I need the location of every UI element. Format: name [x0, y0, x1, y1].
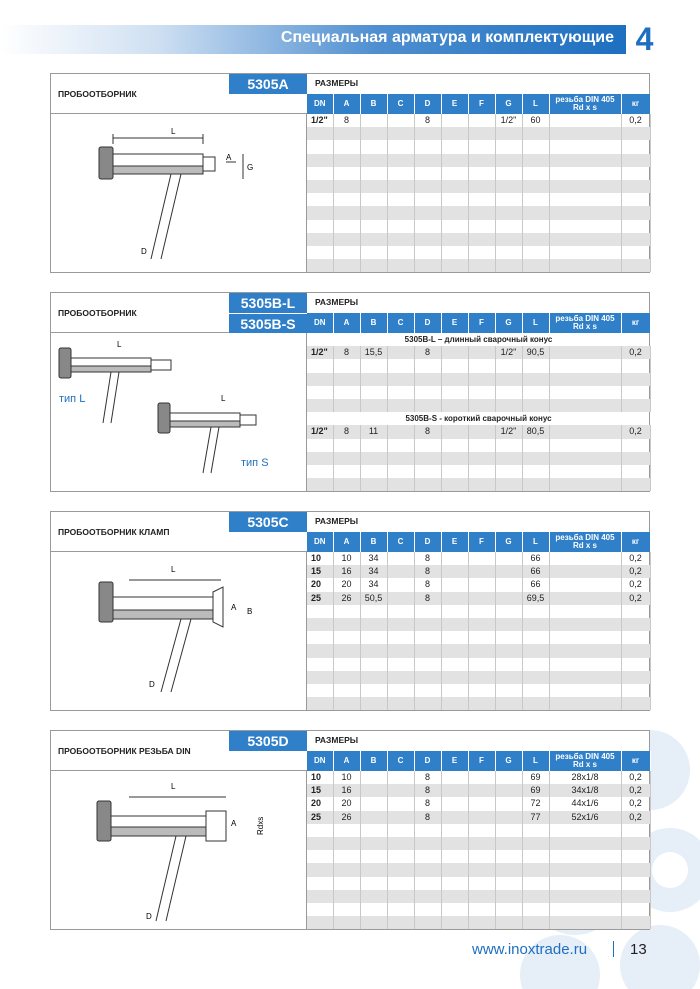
section-5305b [50, 292, 650, 492]
col-header: C [387, 532, 414, 552]
col-header: кг [621, 313, 650, 333]
cell: 25 [307, 811, 333, 824]
cell: 8 [333, 425, 360, 438]
cell [468, 114, 495, 127]
product-code: 5305B-S [229, 313, 307, 333]
col-header: E [441, 751, 468, 771]
cell [441, 114, 468, 127]
table-header [307, 751, 650, 771]
empty-row [307, 605, 650, 618]
col-header: B [360, 313, 387, 333]
cell: 69,5 [522, 592, 549, 605]
empty-row [307, 233, 650, 246]
empty-row [307, 890, 650, 903]
empty-row [307, 259, 650, 272]
type-l-label: тип L [59, 393, 86, 405]
cell: 34 [360, 578, 387, 591]
col-header: C [387, 94, 414, 114]
dim-d: D [141, 247, 147, 256]
col-header: E [441, 313, 468, 333]
product-code: 5305A [229, 74, 307, 94]
col-header: DN [307, 313, 333, 333]
dim-a: A [231, 819, 237, 828]
cell [441, 552, 468, 565]
cell: 69 [522, 784, 549, 797]
empty-row [307, 837, 650, 850]
cell [441, 784, 468, 797]
dims-label: РАЗМЕРЫ [315, 297, 359, 307]
cell: 16 [333, 565, 360, 578]
empty-row [307, 631, 650, 644]
empty-row [307, 399, 650, 412]
cell: 44x1/6 [549, 797, 621, 810]
empty-row [307, 180, 650, 193]
empty-row [307, 140, 650, 153]
cell: 8 [414, 346, 441, 359]
empty-row [307, 452, 650, 465]
cell [360, 114, 387, 127]
dim-d: D [149, 680, 155, 689]
section-title: ПРОБООТБОРНИК КЛАМП [51, 512, 307, 552]
cell [387, 552, 414, 565]
empty-row [307, 206, 650, 219]
cell [549, 565, 621, 578]
col-header: резьба DIN 405 Rd x s [549, 532, 621, 552]
cell [468, 552, 495, 565]
table-row [307, 346, 650, 359]
col-header: A [333, 94, 360, 114]
cell [441, 425, 468, 438]
cell: 10 [307, 552, 333, 565]
empty-row [307, 127, 650, 140]
table-row [307, 592, 650, 605]
empty-row [307, 618, 650, 631]
sampler-drawing [51, 771, 306, 930]
cell: 8 [414, 797, 441, 810]
empty-row [307, 658, 650, 671]
cell: 0,2 [621, 578, 650, 591]
cell [468, 578, 495, 591]
dims-table [307, 313, 651, 491]
col-header: L [522, 94, 549, 114]
dims-label: РАЗМЕРЫ [315, 735, 359, 745]
col-header: C [387, 751, 414, 771]
cell [495, 552, 522, 565]
col-header: F [468, 532, 495, 552]
col-header: C [387, 313, 414, 333]
cell: 8 [414, 771, 441, 784]
cell [468, 771, 495, 784]
cell: 15 [307, 784, 333, 797]
footer-divider [613, 941, 614, 957]
col-header: D [414, 751, 441, 771]
col-header: E [441, 94, 468, 114]
col-header: G [495, 751, 522, 771]
col-header: B [360, 94, 387, 114]
cell [441, 811, 468, 824]
cell: 16 [333, 784, 360, 797]
cell [495, 592, 522, 605]
table-row [307, 114, 650, 127]
empty-row [307, 903, 650, 916]
cell [360, 811, 387, 824]
col-header: L [522, 751, 549, 771]
dim-d: D [146, 912, 152, 921]
empty-row [307, 863, 650, 876]
cell [387, 797, 414, 810]
cell: 0,2 [621, 552, 650, 565]
col-header: D [414, 313, 441, 333]
subheader: 5305B-L – длинный сварочный конус [404, 335, 553, 345]
cell: 69 [522, 771, 549, 784]
dims-label: РАЗМЕРЫ [315, 516, 359, 526]
cell: 1/2" [307, 114, 333, 127]
table-row [307, 425, 650, 438]
cell [387, 565, 414, 578]
cell [495, 811, 522, 824]
page-number: 13 [630, 941, 647, 958]
dims-table [307, 94, 651, 272]
cell: 20 [307, 797, 333, 810]
cell [360, 797, 387, 810]
section-title: ПРОБООТБОРНИК РЕЗЬБА DIN [51, 731, 307, 771]
cell: 8 [414, 578, 441, 591]
cell [468, 592, 495, 605]
cell: 34 [360, 552, 387, 565]
sampler-drawing [51, 552, 306, 711]
cell: 8 [414, 425, 441, 438]
cell [360, 784, 387, 797]
empty-row [307, 359, 650, 372]
col-header: кг [621, 94, 650, 114]
table-row [307, 811, 650, 824]
empty-row [307, 824, 650, 837]
table-row [307, 565, 650, 578]
cell: 90,5 [522, 346, 549, 359]
empty-row [307, 916, 650, 929]
cell: 26 [333, 592, 360, 605]
cell: 66 [522, 552, 549, 565]
cell [387, 114, 414, 127]
cell [549, 552, 621, 565]
cell: 1/2" [307, 346, 333, 359]
cell: 0,2 [621, 565, 650, 578]
cell: 0,2 [621, 797, 650, 810]
table-header [307, 313, 650, 333]
cell [468, 797, 495, 810]
cell [495, 797, 522, 810]
cell: 20 [307, 578, 333, 591]
empty-row [307, 478, 650, 491]
col-header: резьба DIN 405 Rd x s [549, 313, 621, 333]
col-header: E [441, 532, 468, 552]
cell: 10 [333, 552, 360, 565]
cell [495, 565, 522, 578]
cell: 20 [333, 578, 360, 591]
cell [495, 771, 522, 784]
cell [549, 592, 621, 605]
cell: 1/2" [495, 114, 522, 127]
cell: 34x1/8 [549, 784, 621, 797]
cell: 0,2 [621, 784, 650, 797]
col-header: B [360, 532, 387, 552]
cell [441, 771, 468, 784]
subheader: 5305B-S - короткий сварочный конус [405, 414, 552, 424]
cell [468, 784, 495, 797]
dim-b: B [247, 607, 253, 616]
cell [387, 425, 414, 438]
empty-row [307, 167, 650, 180]
cell [549, 114, 621, 127]
drawing-5305d [51, 771, 307, 930]
empty-row [307, 373, 650, 386]
type-s-label: тип S [241, 457, 269, 469]
cell: 60 [522, 114, 549, 127]
col-header: L [522, 532, 549, 552]
empty-row [307, 465, 650, 478]
cell: 8 [414, 565, 441, 578]
section-5305a [50, 73, 650, 273]
table-row [307, 797, 650, 810]
col-header: DN [307, 532, 333, 552]
cell [387, 346, 414, 359]
empty-row [307, 193, 650, 206]
col-header: A [333, 751, 360, 771]
subheader-row [307, 333, 650, 346]
empty-row [307, 439, 650, 452]
cell [387, 592, 414, 605]
cell: 8 [414, 114, 441, 127]
cell: 8 [333, 346, 360, 359]
chapter-number: 4 [635, 21, 654, 57]
cell: 0,2 [621, 771, 650, 784]
section-title: ПРОБООТБОРНИК [51, 74, 307, 114]
col-header: F [468, 751, 495, 771]
empty-row [307, 644, 650, 657]
product-code: 5305B-L [229, 293, 307, 313]
cell: 8 [414, 784, 441, 797]
cell [441, 797, 468, 810]
table-header [307, 532, 650, 552]
cell [549, 425, 621, 438]
cell [549, 346, 621, 359]
cell: 8 [414, 552, 441, 565]
col-header: F [468, 94, 495, 114]
cell: 28x1/8 [549, 771, 621, 784]
subheader-row [307, 412, 650, 425]
cell [549, 578, 621, 591]
empty-row [307, 386, 650, 399]
col-header: резьба DIN 405 Rd x s [549, 751, 621, 771]
col-header: кг [621, 532, 650, 552]
empty-row [307, 220, 650, 233]
cell: 0,2 [621, 346, 650, 359]
empty-row [307, 697, 650, 710]
table-row [307, 771, 650, 784]
header-title: Специальная арматура и комплектующие [280, 29, 614, 46]
col-header: кг [621, 751, 650, 771]
table-row [307, 784, 650, 797]
col-header: L [522, 313, 549, 333]
cell: 10 [307, 771, 333, 784]
drawing-5305c [51, 552, 307, 711]
cell [468, 565, 495, 578]
cell: 15 [307, 565, 333, 578]
cell: 15,5 [360, 346, 387, 359]
empty-row [307, 850, 650, 863]
dim-l: L [171, 782, 176, 791]
cell [360, 771, 387, 784]
cell [495, 784, 522, 797]
empty-row [307, 877, 650, 890]
cell [441, 578, 468, 591]
sampler-drawing [51, 114, 306, 273]
col-header: G [495, 313, 522, 333]
header-bar [0, 25, 626, 54]
cell [495, 578, 522, 591]
cell: 66 [522, 578, 549, 591]
dims-table [307, 751, 651, 929]
dim-l: L [221, 394, 226, 403]
cell [387, 811, 414, 824]
dim-l: L [117, 340, 122, 349]
col-header: G [495, 94, 522, 114]
cell: 77 [522, 811, 549, 824]
table-header [307, 94, 650, 114]
dims-label: РАЗМЕРЫ [315, 78, 359, 88]
table-row [307, 578, 650, 591]
col-header: DN [307, 94, 333, 114]
cell [468, 425, 495, 438]
cell: 11 [360, 425, 387, 438]
cell: 1/2" [495, 425, 522, 438]
col-header: D [414, 94, 441, 114]
cell: 50,5 [360, 592, 387, 605]
cell: 10 [333, 771, 360, 784]
col-header: D [414, 532, 441, 552]
section-title: ПРОБООТБОРНИК [51, 293, 307, 333]
col-header: F [468, 313, 495, 333]
cell [387, 578, 414, 591]
cell: 26 [333, 811, 360, 824]
table-row [307, 552, 650, 565]
cell [441, 565, 468, 578]
cell [387, 771, 414, 784]
cell: 0,2 [621, 114, 650, 127]
col-header: резьба DIN 405 Rd x s [549, 94, 621, 114]
cell: 1/2" [495, 346, 522, 359]
cell: 52x1/6 [549, 811, 621, 824]
empty-row [307, 684, 650, 697]
cell [441, 592, 468, 605]
dim-l: L [171, 565, 176, 574]
drawing-5305b [51, 333, 307, 492]
cell: 8 [414, 811, 441, 824]
product-code: 5305C [229, 512, 307, 532]
dim-l: L [171, 127, 176, 136]
cell: 25 [307, 592, 333, 605]
col-header: A [333, 532, 360, 552]
col-header: G [495, 532, 522, 552]
col-header: DN [307, 751, 333, 771]
cell: 0,2 [621, 592, 650, 605]
empty-row [307, 154, 650, 167]
dim-rd: Rdxs [256, 816, 265, 835]
cell: 66 [522, 565, 549, 578]
cell: 8 [333, 114, 360, 127]
cell: 0,2 [621, 811, 650, 824]
cell: 34 [360, 565, 387, 578]
cell: 0,2 [621, 425, 650, 438]
cell: 20 [333, 797, 360, 810]
col-header: B [360, 751, 387, 771]
cell: 80,5 [522, 425, 549, 438]
cell [468, 811, 495, 824]
cell: 8 [414, 592, 441, 605]
dim-a: A [226, 153, 232, 162]
cell [441, 346, 468, 359]
dims-table [307, 532, 651, 710]
cell: 72 [522, 797, 549, 810]
dim-a: A [231, 603, 237, 612]
dim-g: G [247, 163, 254, 172]
product-code: 5305D [229, 731, 307, 751]
section-5305c [50, 511, 650, 711]
footer-url[interactable]: www.inoxtrade.ru [472, 941, 588, 958]
cell [387, 784, 414, 797]
drawing-5305a [51, 114, 307, 273]
cell: 1/2" [307, 425, 333, 438]
empty-row [307, 671, 650, 684]
empty-row [307, 246, 650, 259]
section-5305d [50, 730, 650, 930]
cell [468, 346, 495, 359]
col-header: A [333, 313, 360, 333]
